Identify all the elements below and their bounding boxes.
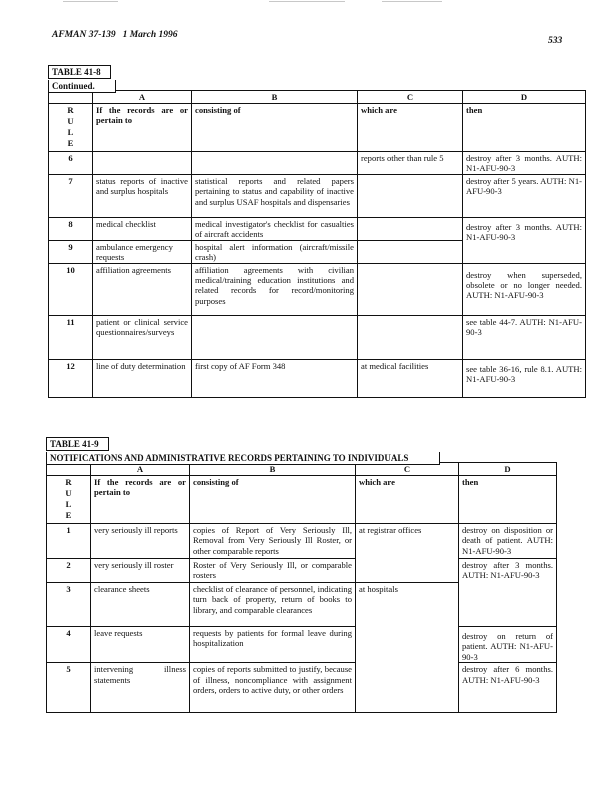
cell-c	[358, 263, 463, 315]
cell-d: see table 36-16, rule 8.1. AUTH: N1-AFU-90-3	[463, 359, 586, 397]
table-row	[49, 218, 586, 241]
rule-number: 2	[47, 559, 91, 583]
column-letter-d: D	[463, 91, 586, 104]
cell-c	[358, 175, 463, 218]
header-c: which are	[358, 104, 463, 152]
cell-a: very seriously ill reports	[91, 524, 190, 559]
rule-number: 4	[47, 627, 91, 663]
document-id: AFMAN 37-139	[52, 30, 116, 40]
cell-c: at registrar offices	[356, 524, 459, 583]
cell-c	[358, 240, 463, 263]
cell-c: at hospitals	[356, 583, 459, 713]
document-date: 1 March 1996	[122, 30, 178, 40]
header-a: If the records are or pertain to	[93, 104, 192, 152]
scan-artifact-line	[382, 1, 442, 2]
header-row	[49, 104, 586, 152]
column-letter-d: D	[459, 463, 557, 476]
rule-number: 7	[49, 175, 93, 218]
rule-header	[47, 476, 91, 524]
rule-letter: L	[65, 499, 72, 509]
records-table	[48, 90, 586, 398]
rule-number: 10	[49, 263, 93, 315]
page-number: 533	[548, 36, 563, 46]
scan-artifact-line	[63, 1, 118, 2]
cell-b: copies of Report of Very Seriously Ill, Removal from Very Seriously Ill Roster, or other comparable reports	[190, 524, 356, 559]
rule-number: 9	[49, 240, 93, 263]
cell-c: reports other than rule 5	[358, 152, 463, 175]
cell-b	[192, 315, 358, 359]
column-letter-a: A	[93, 91, 192, 104]
cell-b: checklist of clearance of personnel, indicating turn back of property, return of books to library, and comparable clearances	[190, 583, 356, 627]
table-row	[47, 559, 557, 583]
scan-artifact-line	[269, 1, 345, 2]
table-row	[47, 627, 557, 663]
column-letter-b: B	[192, 91, 358, 104]
table-row	[49, 263, 586, 315]
table-label: TABLE 41-9	[46, 437, 109, 451]
table-title: NOTIFICATIONS AND ADMINISTRATIVE RECORDS PERTAINING TO INDIVIDUALS	[46, 452, 440, 465]
column-letter-b: B	[190, 463, 356, 476]
rule-letter: R	[65, 477, 72, 487]
cell-b: hospital alert information (aircraft/missile crash)	[192, 240, 358, 263]
column-letter-row	[49, 91, 586, 104]
cell-b: copies of reports submitted to justify, because of illness, noncompliance with assignment orders, orders to active duty, or other orders	[190, 663, 356, 713]
cell-a: very seriously ill roster	[91, 559, 190, 583]
rule-number: 6	[49, 152, 93, 175]
table-row	[49, 359, 586, 397]
cell-b: first copy of AF Form 348	[192, 359, 358, 397]
cell-a: medical checklist	[93, 218, 192, 241]
cell-c	[358, 315, 463, 359]
table-row	[49, 152, 586, 175]
cell-b	[192, 152, 358, 175]
cell-a	[93, 152, 192, 175]
rule-number: 11	[49, 315, 93, 359]
cell-a: ambulance emergency requests	[93, 240, 192, 263]
rule-letter: L	[67, 127, 74, 137]
header-d: then	[463, 104, 586, 152]
cell-a: leave requests	[91, 627, 190, 663]
column-letter-c: C	[358, 91, 463, 104]
rule-header	[49, 104, 93, 152]
cell-b: requests by patients for formal leave during hospitalization	[190, 627, 356, 663]
cell-d: destroy after 3 months. AUTH: N1-AFU-90-3	[463, 152, 586, 175]
cell-b: medical investigator's checklist for casualties of aircraft accidents	[192, 218, 358, 241]
cell-b: Roster of Very Seriously Ill, or comparable rosters	[190, 559, 356, 583]
rule-letter: U	[67, 116, 74, 126]
cell-a: affiliation agreements	[93, 263, 192, 315]
cell-c	[358, 218, 463, 241]
table-label: TABLE 41-8	[48, 65, 111, 79]
header-a: If the records are or pertain to	[91, 476, 190, 524]
cell-a: line of duty determination	[93, 359, 192, 397]
rule-number: 12	[49, 359, 93, 397]
rule-number: 3	[47, 583, 91, 627]
cell-b: affiliation agreements with civilian medical/training education institutions and related records for record/monitoring purposes	[192, 263, 358, 315]
table-row	[47, 524, 557, 559]
rule-number: 1	[47, 524, 91, 559]
cell-b: statistical reports and related papers pertaining to status and capability of inactive and surplus USAF hospitals and dispensaries	[192, 175, 358, 218]
table-41-9	[46, 434, 557, 713]
header-c: which are	[356, 476, 459, 524]
cell-d: destroy when superseded, obsolete or no longer needed. AUTH: N1-AFU-90-3	[463, 263, 586, 315]
cell-d: see table 44-7. AUTH: N1-AFU-90-3	[463, 315, 586, 359]
cell-a: clearance sheets	[91, 583, 190, 627]
cell-d: destroy on return of patient. AUTH: N1-AFU-90-3	[459, 627, 557, 663]
rule-letter: R	[67, 105, 74, 115]
cell-d: destroy after 5 years. AUTH: N1-AFU-90-3	[463, 175, 586, 218]
rule-letter: U	[65, 488, 72, 498]
records-table	[46, 462, 557, 713]
column-letter-c: C	[356, 463, 459, 476]
cell-d: destroy after 3 months. AUTH: N1-AFU-90-3	[463, 218, 586, 264]
rule-number: 8	[49, 218, 93, 241]
table-row	[47, 663, 557, 713]
cell-c: at medical facilities	[358, 359, 463, 397]
cell-a: patient or clinical service questionnaires/surveys	[93, 315, 192, 359]
rule-number: 5	[47, 663, 91, 713]
header-b: consisting of	[190, 476, 356, 524]
cell-d: destroy on disposition or death of patient. AUTH: N1-AFU-90-3	[459, 524, 557, 559]
rule-letter: E	[67, 138, 74, 148]
cell-d: destroy after 6 months. AUTH: N1-AFU-90-3	[459, 663, 557, 713]
rule-letter: E	[65, 510, 72, 520]
column-letter-a: A	[91, 463, 190, 476]
header-b: consisting of	[192, 104, 358, 152]
cell-d: destroy after 3 months. AUTH: N1-AFU-90-3	[459, 559, 557, 627]
table-subtitle: Continued.	[48, 80, 116, 93]
cell-a: intervening illness statements	[91, 663, 190, 713]
table-row	[49, 175, 586, 218]
running-head	[52, 30, 178, 40]
header-d: then	[459, 476, 557, 524]
table-41-8	[48, 62, 586, 398]
cell-a: status reports of inactive and surplus hospitals	[93, 175, 192, 218]
table-row	[49, 315, 586, 359]
header-row	[47, 476, 557, 524]
